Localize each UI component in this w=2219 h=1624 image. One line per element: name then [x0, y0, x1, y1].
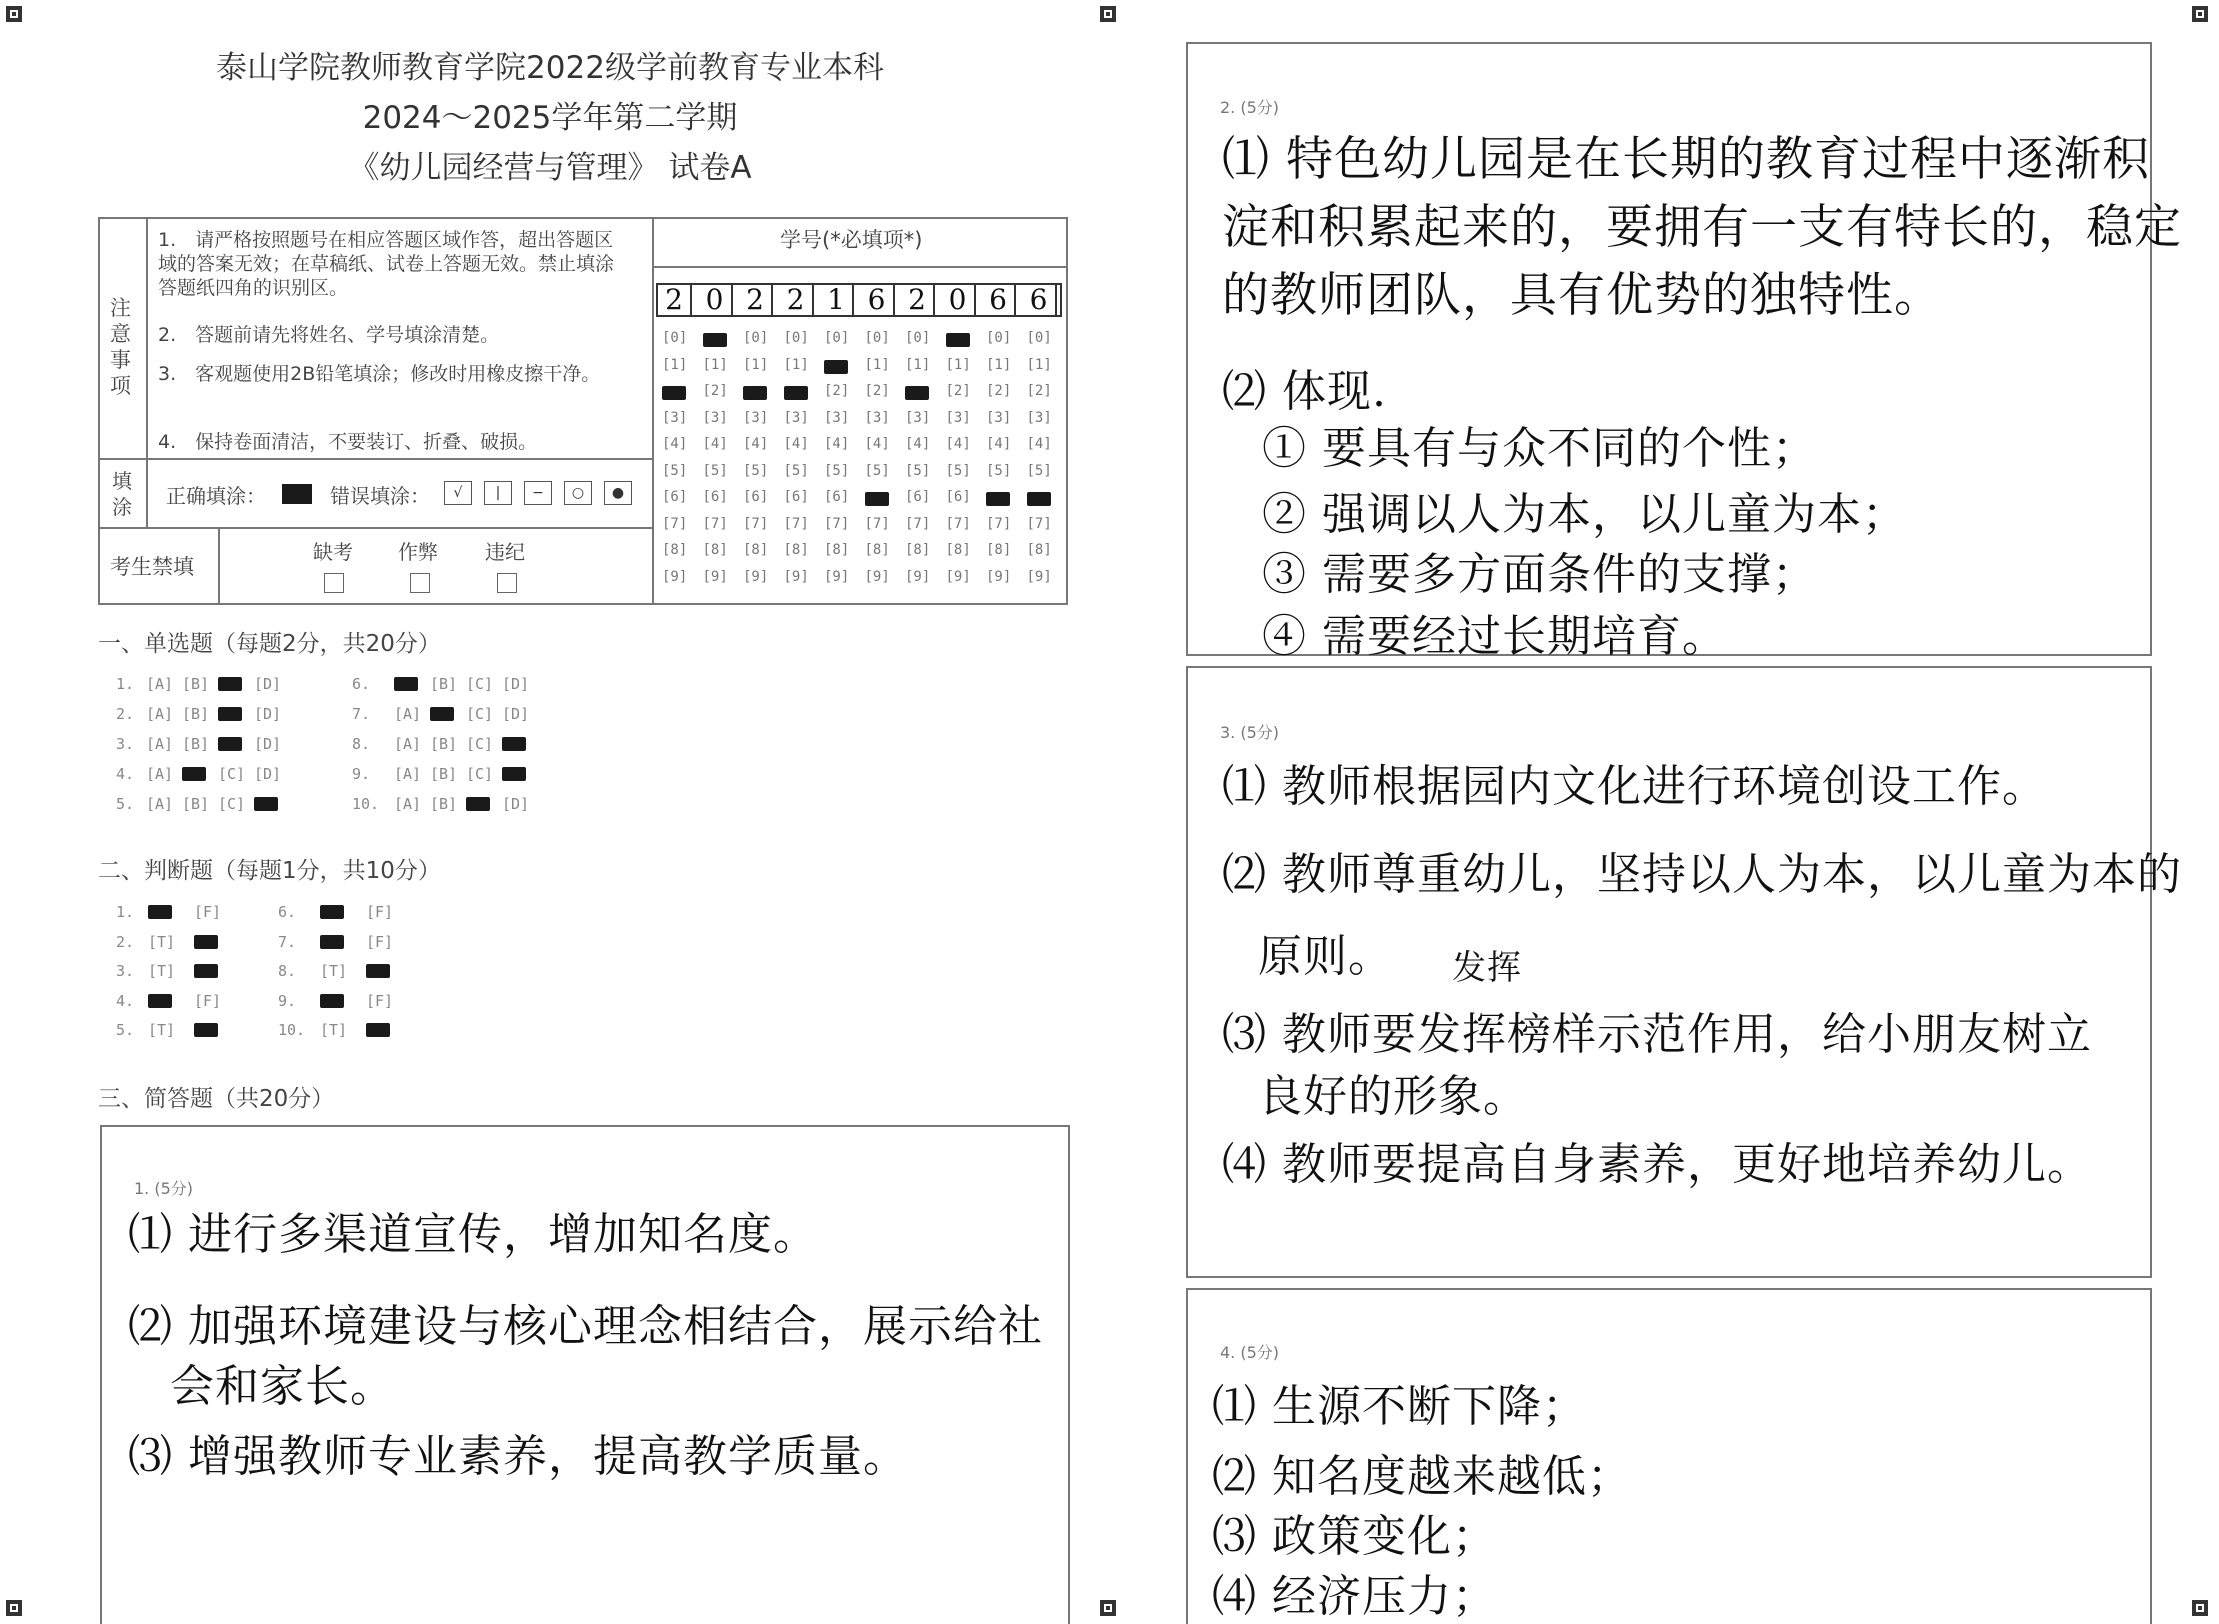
student-id-bubble-filled[interactable]	[986, 492, 1010, 506]
student-id-label: 学号(*必填项*)	[780, 228, 923, 252]
single-choice-bubble[interactable]: [A]	[394, 705, 422, 723]
single-choice-bubble-filled[interactable]	[218, 677, 242, 691]
student-id-bubble[interactable]: [2]	[1026, 383, 1052, 399]
student-id-bubble[interactable]: [1]	[905, 356, 931, 373]
student-id-bubble[interactable]: [3]	[662, 409, 688, 426]
student-id-bubble[interactable]: [6]	[824, 489, 850, 505]
correct-fill-sample	[282, 484, 312, 504]
wrong-fill-sample: −	[524, 481, 552, 505]
single-choice-bubble[interactable]: [D]	[502, 795, 530, 813]
single-choice-bubble[interactable]: [C]	[218, 765, 246, 783]
divider	[98, 527, 654, 529]
section2-title: 二、判断题（每题1分，共10分）	[98, 858, 441, 884]
student-id-bubble[interactable]: [1]	[702, 356, 728, 373]
student-id-bubble[interactable]: [9]	[864, 568, 890, 585]
q4-answer-line: ⑶ 政策变化；	[1212, 1511, 1497, 1562]
student-id-digit: 6	[1023, 285, 1057, 315]
student-id-bubble-filled[interactable]	[1027, 492, 1051, 506]
student-id-bubble[interactable]: [7]	[824, 515, 850, 532]
q3-answer-line: ⑶ 教师要发挥榜样示范作用，给小朋友树立	[1222, 1009, 2092, 1060]
student-id-bubble[interactable]: [4]	[945, 436, 971, 452]
student-id-bubble[interactable]: [2]	[945, 383, 971, 399]
student-id-bubble[interactable]: [1]	[986, 356, 1012, 373]
student-id-bubble[interactable]: [1]	[945, 356, 971, 373]
student-id-bubble[interactable]: [4]	[905, 436, 931, 452]
student-id-bubble[interactable]: [5]	[702, 462, 728, 479]
single-choice-bubble[interactable]: [D]	[254, 735, 282, 753]
student-id-bubble[interactable]: [4]	[986, 436, 1012, 452]
student-id-bubble[interactable]: [7]	[945, 515, 971, 532]
student-id-bubble[interactable]: [1]	[783, 356, 809, 373]
true-false-number: 7.	[278, 932, 297, 951]
student-id-bubble[interactable]: [3]	[743, 409, 769, 426]
single-choice-bubble-filled[interactable]	[182, 767, 206, 781]
student-id-bubble[interactable]: [8]	[783, 542, 809, 558]
exam-title-line1: 泰山学院教师教育学院2022级学前教育专业本科	[216, 50, 884, 86]
single-choice-bubble[interactable]: [C]	[466, 705, 494, 723]
true-false-bubble-filled[interactable]	[194, 1023, 218, 1037]
q1-answer-line: ⑴ 进行多渠道宣传，增加知名度。	[128, 1209, 818, 1260]
q4-answer-line: ⑵ 知名度越来越低；	[1212, 1451, 1632, 1502]
exam-title-line2: 2024～2025学年第二学期	[362, 100, 738, 136]
student-id-bubble[interactable]: [1]	[864, 356, 890, 373]
student-id-bubble[interactable]: [0]	[824, 330, 850, 346]
student-id-bubble[interactable]: [8]	[662, 542, 688, 558]
student-id-digit: 1	[820, 285, 854, 315]
single-choice-bubble[interactable]: [C]	[466, 675, 494, 693]
wrong-fill-sample: ○	[564, 481, 592, 505]
single-choice-bubble-filled[interactable]	[502, 767, 526, 781]
single-choice-bubble[interactable]: [B]	[430, 795, 458, 813]
single-choice-bubble-filled[interactable]	[466, 797, 490, 811]
true-false-number: 4.	[116, 991, 135, 1010]
true-false-bubble[interactable]: [T]	[148, 962, 176, 980]
student-id-bubble[interactable]: [8]	[824, 542, 850, 558]
single-choice-number: 6.	[352, 675, 371, 693]
wrong-fill-sample: |	[484, 481, 512, 505]
correct-fill-label: 正确填涂：	[166, 484, 266, 508]
true-false-bubble[interactable]: [F]	[366, 903, 394, 921]
student-id-bubble[interactable]: [6]	[783, 489, 809, 505]
true-false-number: 6.	[278, 903, 297, 921]
forbid-absent-label: 缺考	[313, 540, 353, 564]
q2-answer-line: ④ 需要经过长期培育。	[1262, 611, 1727, 662]
single-choice-bubble[interactable]: [B]	[182, 735, 210, 753]
student-id-bubble[interactable]: [3]	[702, 409, 728, 426]
true-false-number: 3.	[116, 962, 135, 980]
true-false-number: 1.	[116, 903, 135, 921]
student-id-bubble[interactable]: [7]	[864, 515, 890, 532]
true-false-number: 2.	[116, 932, 135, 951]
student-id-bubble[interactable]: [8]	[743, 542, 769, 558]
divider	[654, 266, 1068, 268]
q2-answer-line: ③ 需要多方面条件的支撑；	[1262, 549, 1817, 600]
corner-marker	[2192, 6, 2208, 22]
student-id-bubble[interactable]: [7]	[905, 515, 931, 532]
student-id-bubble[interactable]: [8]	[945, 542, 971, 558]
notice-item-2: 2. 答题前请先将姓名、学号填涂清楚。	[158, 324, 500, 346]
student-id-bubble[interactable]: [4]	[824, 436, 850, 452]
student-id-digit: 2	[658, 285, 692, 315]
forbid-cheat-checkbox[interactable]	[410, 573, 430, 593]
student-id-bubble[interactable]: [7]	[986, 515, 1012, 532]
single-choice-bubble[interactable]: [A]	[394, 735, 422, 753]
student-id-bubble[interactable]: [9]	[702, 568, 728, 585]
q1-score: 1. (5分)	[134, 1179, 194, 1198]
student-id-bubble[interactable]: [9]	[783, 568, 809, 585]
notice-item-4: 4. 保持卷面清洁，不要装订、折叠、破损。	[158, 431, 538, 453]
q1-answer-line: 会和家长。	[170, 1361, 395, 1412]
student-id-bubble[interactable]: [5]	[743, 462, 769, 479]
single-choice-bubble[interactable]: [B]	[182, 795, 210, 813]
student-id-bubble[interactable]: [3]	[945, 409, 971, 426]
student-id-bubble[interactable]: [8]	[1026, 542, 1052, 558]
true-false-bubble-filled[interactable]	[320, 935, 344, 949]
single-choice-bubble[interactable]: [A]	[146, 795, 174, 813]
student-id-bubble[interactable]: [9]	[945, 568, 971, 585]
student-id-bubble[interactable]: [2]	[702, 383, 728, 399]
student-id-bubble-filled[interactable]	[865, 492, 889, 506]
true-false-bubble[interactable]: [F]	[194, 991, 222, 1010]
wrong-fill-sample: ●	[604, 481, 632, 505]
student-id-bubble[interactable]: [7]	[1026, 515, 1052, 532]
divider	[146, 217, 148, 527]
true-false-bubble[interactable]: [F]	[366, 991, 394, 1010]
single-choice-bubble[interactable]: [D]	[254, 765, 282, 783]
single-choice-number: 5.	[116, 795, 135, 813]
single-choice-number: 1.	[116, 675, 135, 693]
corner-marker	[6, 1600, 22, 1616]
true-false-bubble-filled[interactable]	[320, 905, 344, 919]
single-choice-bubble-filled[interactable]	[430, 707, 454, 721]
single-choice-bubble[interactable]: [D]	[254, 675, 282, 693]
student-id-bubble[interactable]: [4]	[1026, 436, 1052, 452]
student-id-bubble[interactable]: [2]	[824, 383, 850, 399]
single-choice-bubble[interactable]: [A]	[146, 675, 174, 693]
student-id-bubble[interactable]: [9]	[986, 568, 1012, 585]
student-id-bubble[interactable]: [7]	[662, 515, 688, 532]
wrong-fill-label: 错误填涂：	[330, 484, 430, 508]
q2-score: 2. (5分)	[1220, 98, 1280, 117]
q4-answer-line: ⑷ 经济压力；	[1212, 1571, 1497, 1622]
single-choice-number: 3.	[116, 735, 135, 753]
q2-answer-line: 淀和积累起来的，要拥有一支有特长的，稳定	[1222, 200, 2182, 255]
single-choice-bubble[interactable]: [A]	[394, 795, 422, 813]
notice-item-3: 3. 客观题使用2B铅笔填涂；修改时用橡皮擦干净。	[158, 363, 601, 385]
q2-answer-line: ① 要具有与众不同的个性；	[1262, 423, 1817, 474]
q2-answer-line: ② 强调以人为本，以儿童为本；	[1262, 489, 1907, 540]
forbid-violation-label: 违纪	[485, 540, 525, 564]
corner-marker	[1100, 1600, 1116, 1616]
student-id-bubble-filled[interactable]	[703, 333, 727, 347]
forbid-label: 考生禁填	[110, 555, 194, 579]
true-false-bubble[interactable]: [T]	[320, 1021, 348, 1039]
corner-marker	[1100, 6, 1116, 22]
true-false-bubble-filled[interactable]	[366, 964, 390, 978]
student-id-bubble[interactable]: [2]	[986, 383, 1012, 399]
single-choice-bubble[interactable]: [A]	[394, 765, 422, 783]
forbid-violation-checkbox[interactable]	[497, 573, 517, 593]
student-id-bubble[interactable]: [5]	[783, 462, 809, 479]
student-id-bubble-filled[interactable]	[662, 386, 686, 400]
single-choice-number: 10.	[352, 795, 380, 813]
single-choice-bubble[interactable]: [D]	[254, 705, 282, 723]
student-id-bubble[interactable]: [6]	[905, 489, 931, 505]
forbid-cheat-label: 作弊	[398, 540, 438, 564]
section3-title: 三、简答题（共20分）	[98, 1086, 335, 1112]
student-id-bubble[interactable]: [3]	[986, 409, 1012, 426]
divider	[218, 527, 220, 605]
wrong-fill-sample: √	[444, 481, 472, 505]
student-id-bubble[interactable]: [7]	[702, 515, 728, 532]
q3-answer-line: ⑷ 教师要提高自身素养，更好地培养幼儿。	[1222, 1139, 2092, 1190]
student-id-bubble[interactable]: [1]	[743, 356, 769, 373]
student-id-bubble[interactable]: [8]	[702, 542, 728, 558]
student-id-bubble[interactable]: [9]	[1026, 568, 1052, 585]
student-id-bubble[interactable]: [8]	[905, 542, 931, 558]
q3-answer-line: 原则。	[1258, 931, 1393, 982]
student-id-bubble[interactable]: [8]	[986, 542, 1012, 558]
forbid-absent-checkbox[interactable]	[324, 573, 344, 593]
single-choice-number: 8.	[352, 735, 371, 753]
student-id-digit: 2	[739, 285, 773, 315]
student-id-bubble[interactable]: [0]	[864, 330, 890, 346]
student-id-bubble[interactable]: [1]	[662, 356, 688, 373]
true-false-number: 5.	[116, 1021, 135, 1039]
student-id-bubble[interactable]: [7]	[743, 515, 769, 532]
q2-answer-line: ⑵ 体现.	[1222, 366, 1387, 417]
true-false-bubble-filled[interactable]	[366, 1023, 390, 1037]
true-false-bubble-filled[interactable]	[194, 935, 218, 949]
single-choice-bubble-filled[interactable]	[218, 707, 242, 721]
student-id-bubble[interactable]: [9]	[905, 568, 931, 585]
true-false-bubble-filled[interactable]	[194, 964, 218, 978]
student-id-bubble-filled[interactable]	[905, 386, 929, 400]
student-id-bubble[interactable]: [4]	[662, 436, 688, 452]
student-id-bubble[interactable]: [5]	[986, 462, 1012, 479]
student-id-bubble[interactable]: [4]	[783, 436, 809, 452]
section1-title: 一、单选题（每题2分，共20分）	[98, 631, 441, 657]
notice-item-1: 1. 请严格按照题号在相应答题区域作答，超出答题区域的答案无效；在草稿纸、试卷上答题无效。禁止填涂答题纸四角的识别区。	[158, 229, 615, 299]
student-id-bubble-filled[interactable]	[784, 386, 808, 400]
single-choice-bubble[interactable]: [A]	[146, 705, 174, 723]
student-id-bubble[interactable]: [5]	[1026, 462, 1052, 479]
student-id-bubble[interactable]: [3]	[783, 409, 809, 426]
student-id-bubble[interactable]: [9]	[824, 568, 850, 585]
divider	[652, 217, 654, 605]
student-id-bubble[interactable]: [4]	[743, 436, 769, 452]
student-id-bubble[interactable]: [6]	[662, 489, 688, 505]
student-id-bubble[interactable]: [7]	[783, 515, 809, 532]
true-false-bubble[interactable]: [T]	[148, 1021, 176, 1039]
student-id-digit: 2	[780, 285, 814, 315]
single-choice-bubble[interactable]: [B]	[182, 675, 210, 693]
student-id-bubble[interactable]: [6]	[945, 489, 971, 505]
single-choice-bubble[interactable]: [B]	[430, 675, 458, 693]
student-id-bubble[interactable]: [6]	[743, 489, 769, 505]
q4-score: 4. (5分)	[1220, 1343, 1280, 1362]
student-id-bubble[interactable]: [4]	[702, 436, 728, 452]
single-choice-bubble[interactable]: [C]	[218, 795, 246, 813]
student-id-bubble[interactable]: [9]	[743, 568, 769, 585]
student-id-bubble[interactable]: [6]	[702, 489, 728, 505]
true-false-bubble[interactable]: [T]	[320, 962, 348, 980]
exam-title-line3: 《幼儿园经营与管理》 试卷A	[348, 150, 752, 186]
single-choice-bubble-filled[interactable]	[218, 737, 242, 751]
single-choice-bubble[interactable]: [C]	[466, 765, 494, 783]
true-false-number: 8.	[278, 962, 297, 980]
single-choice-number: 4.	[116, 765, 135, 783]
student-id-bubble[interactable]: [0]	[743, 330, 769, 346]
student-id-bubble[interactable]: [3]	[1026, 409, 1052, 426]
student-id-bubble[interactable]: [2]	[864, 383, 890, 399]
corner-marker	[6, 6, 22, 22]
q1-answer-line: ⑵ 加强环境建设与核心理念相结合，展示给社	[128, 1301, 1043, 1352]
student-id-bubble[interactable]: [3]	[864, 409, 890, 426]
student-id-bubble[interactable]: [1]	[1026, 356, 1052, 373]
single-choice-bubble[interactable]: [B]	[430, 735, 458, 753]
single-choice-bubble[interactable]: [C]	[466, 735, 494, 753]
true-false-number: 9.	[278, 991, 297, 1010]
notice-label: 注意事项	[110, 296, 131, 398]
true-false-bubble-filled[interactable]	[148, 905, 172, 919]
student-id-digit: 0	[942, 285, 976, 315]
single-choice-bubble[interactable]: [A]	[146, 765, 174, 783]
q1-answer-line: ⑶ 增强教师专业素养，提高教学质量。	[128, 1431, 908, 1482]
student-id-digit: 6	[861, 285, 895, 315]
student-id-bubble[interactable]: [0]	[986, 330, 1012, 346]
student-id-bubble[interactable]: [3]	[824, 409, 850, 426]
q3-answer-line: 良好的形象。	[1258, 1071, 1528, 1122]
single-choice-bubble-filled[interactable]	[502, 737, 526, 751]
q2-answer-line: 的教师团队，具有优势的独特性。	[1222, 268, 1942, 323]
student-id-bubble-filled[interactable]	[824, 360, 848, 374]
single-choice-bubble[interactable]: [D]	[502, 675, 530, 693]
student-id-bubble[interactable]: [5]	[824, 462, 850, 479]
divider	[98, 458, 654, 460]
student-id-bubble[interactable]: [0]	[662, 330, 688, 346]
student-id-bubble[interactable]: [8]	[864, 542, 890, 558]
true-false-bubble-filled[interactable]	[148, 994, 172, 1008]
q3-score: 3. (5分)	[1220, 723, 1280, 742]
single-choice-bubble-filled[interactable]	[254, 797, 278, 811]
student-id-bubble[interactable]: [5]	[662, 462, 688, 479]
student-id-bubble[interactable]: [3]	[905, 409, 931, 426]
single-choice-number: 7.	[352, 705, 371, 723]
student-id-digit: 0	[699, 285, 733, 315]
student-id-digit: 6	[982, 285, 1016, 315]
student-id-bubble-filled[interactable]	[946, 333, 970, 347]
true-false-bubble[interactable]: [F]	[366, 932, 394, 951]
student-id-bubble[interactable]: [5]	[945, 462, 971, 479]
student-id-bubble[interactable]: [4]	[864, 436, 890, 452]
corner-marker	[2192, 1600, 2208, 1616]
true-false-bubble[interactable]: [F]	[194, 903, 222, 921]
student-id-bubble[interactable]: [9]	[662, 568, 688, 585]
q4-answer-line: ⑴ 生源不断下降；	[1212, 1381, 1587, 1432]
student-id-bubble[interactable]: [0]	[783, 330, 809, 346]
single-choice-bubble[interactable]: [B]	[182, 705, 210, 723]
true-false-bubble[interactable]: [T]	[148, 932, 176, 951]
q3-insertion-note: 发挥	[1452, 948, 1522, 988]
single-choice-bubble-filled[interactable]	[394, 677, 418, 691]
true-false-number: 10.	[278, 1021, 306, 1039]
student-id-bubble-filled[interactable]	[743, 386, 767, 400]
student-id-bubble[interactable]: [5]	[905, 462, 931, 479]
student-id-bubble[interactable]: [0]	[905, 330, 931, 346]
q2-answer-line: ⑴ 特色幼儿园是在长期的教育过程中逐渐积	[1222, 132, 2150, 187]
single-choice-bubble[interactable]: [D]	[502, 705, 530, 723]
single-choice-bubble[interactable]: [B]	[430, 765, 458, 783]
single-choice-number: 2.	[116, 705, 135, 723]
q3-answer-line: ⑴ 教师根据园内文化进行环境创设工作。	[1222, 761, 2047, 812]
single-choice-number: 9.	[352, 765, 371, 783]
student-id-bubble[interactable]: [0]	[1026, 330, 1052, 346]
true-false-bubble-filled[interactable]	[320, 994, 344, 1008]
q3-answer-line: ⑵ 教师尊重幼儿，坚持以人为本，以儿童为本的	[1222, 849, 2182, 900]
fill-label: 填涂	[112, 469, 132, 519]
student-id-bubble[interactable]: [5]	[864, 462, 890, 479]
single-choice-bubble[interactable]: [A]	[146, 735, 174, 753]
student-id-digit: 2	[901, 285, 935, 315]
